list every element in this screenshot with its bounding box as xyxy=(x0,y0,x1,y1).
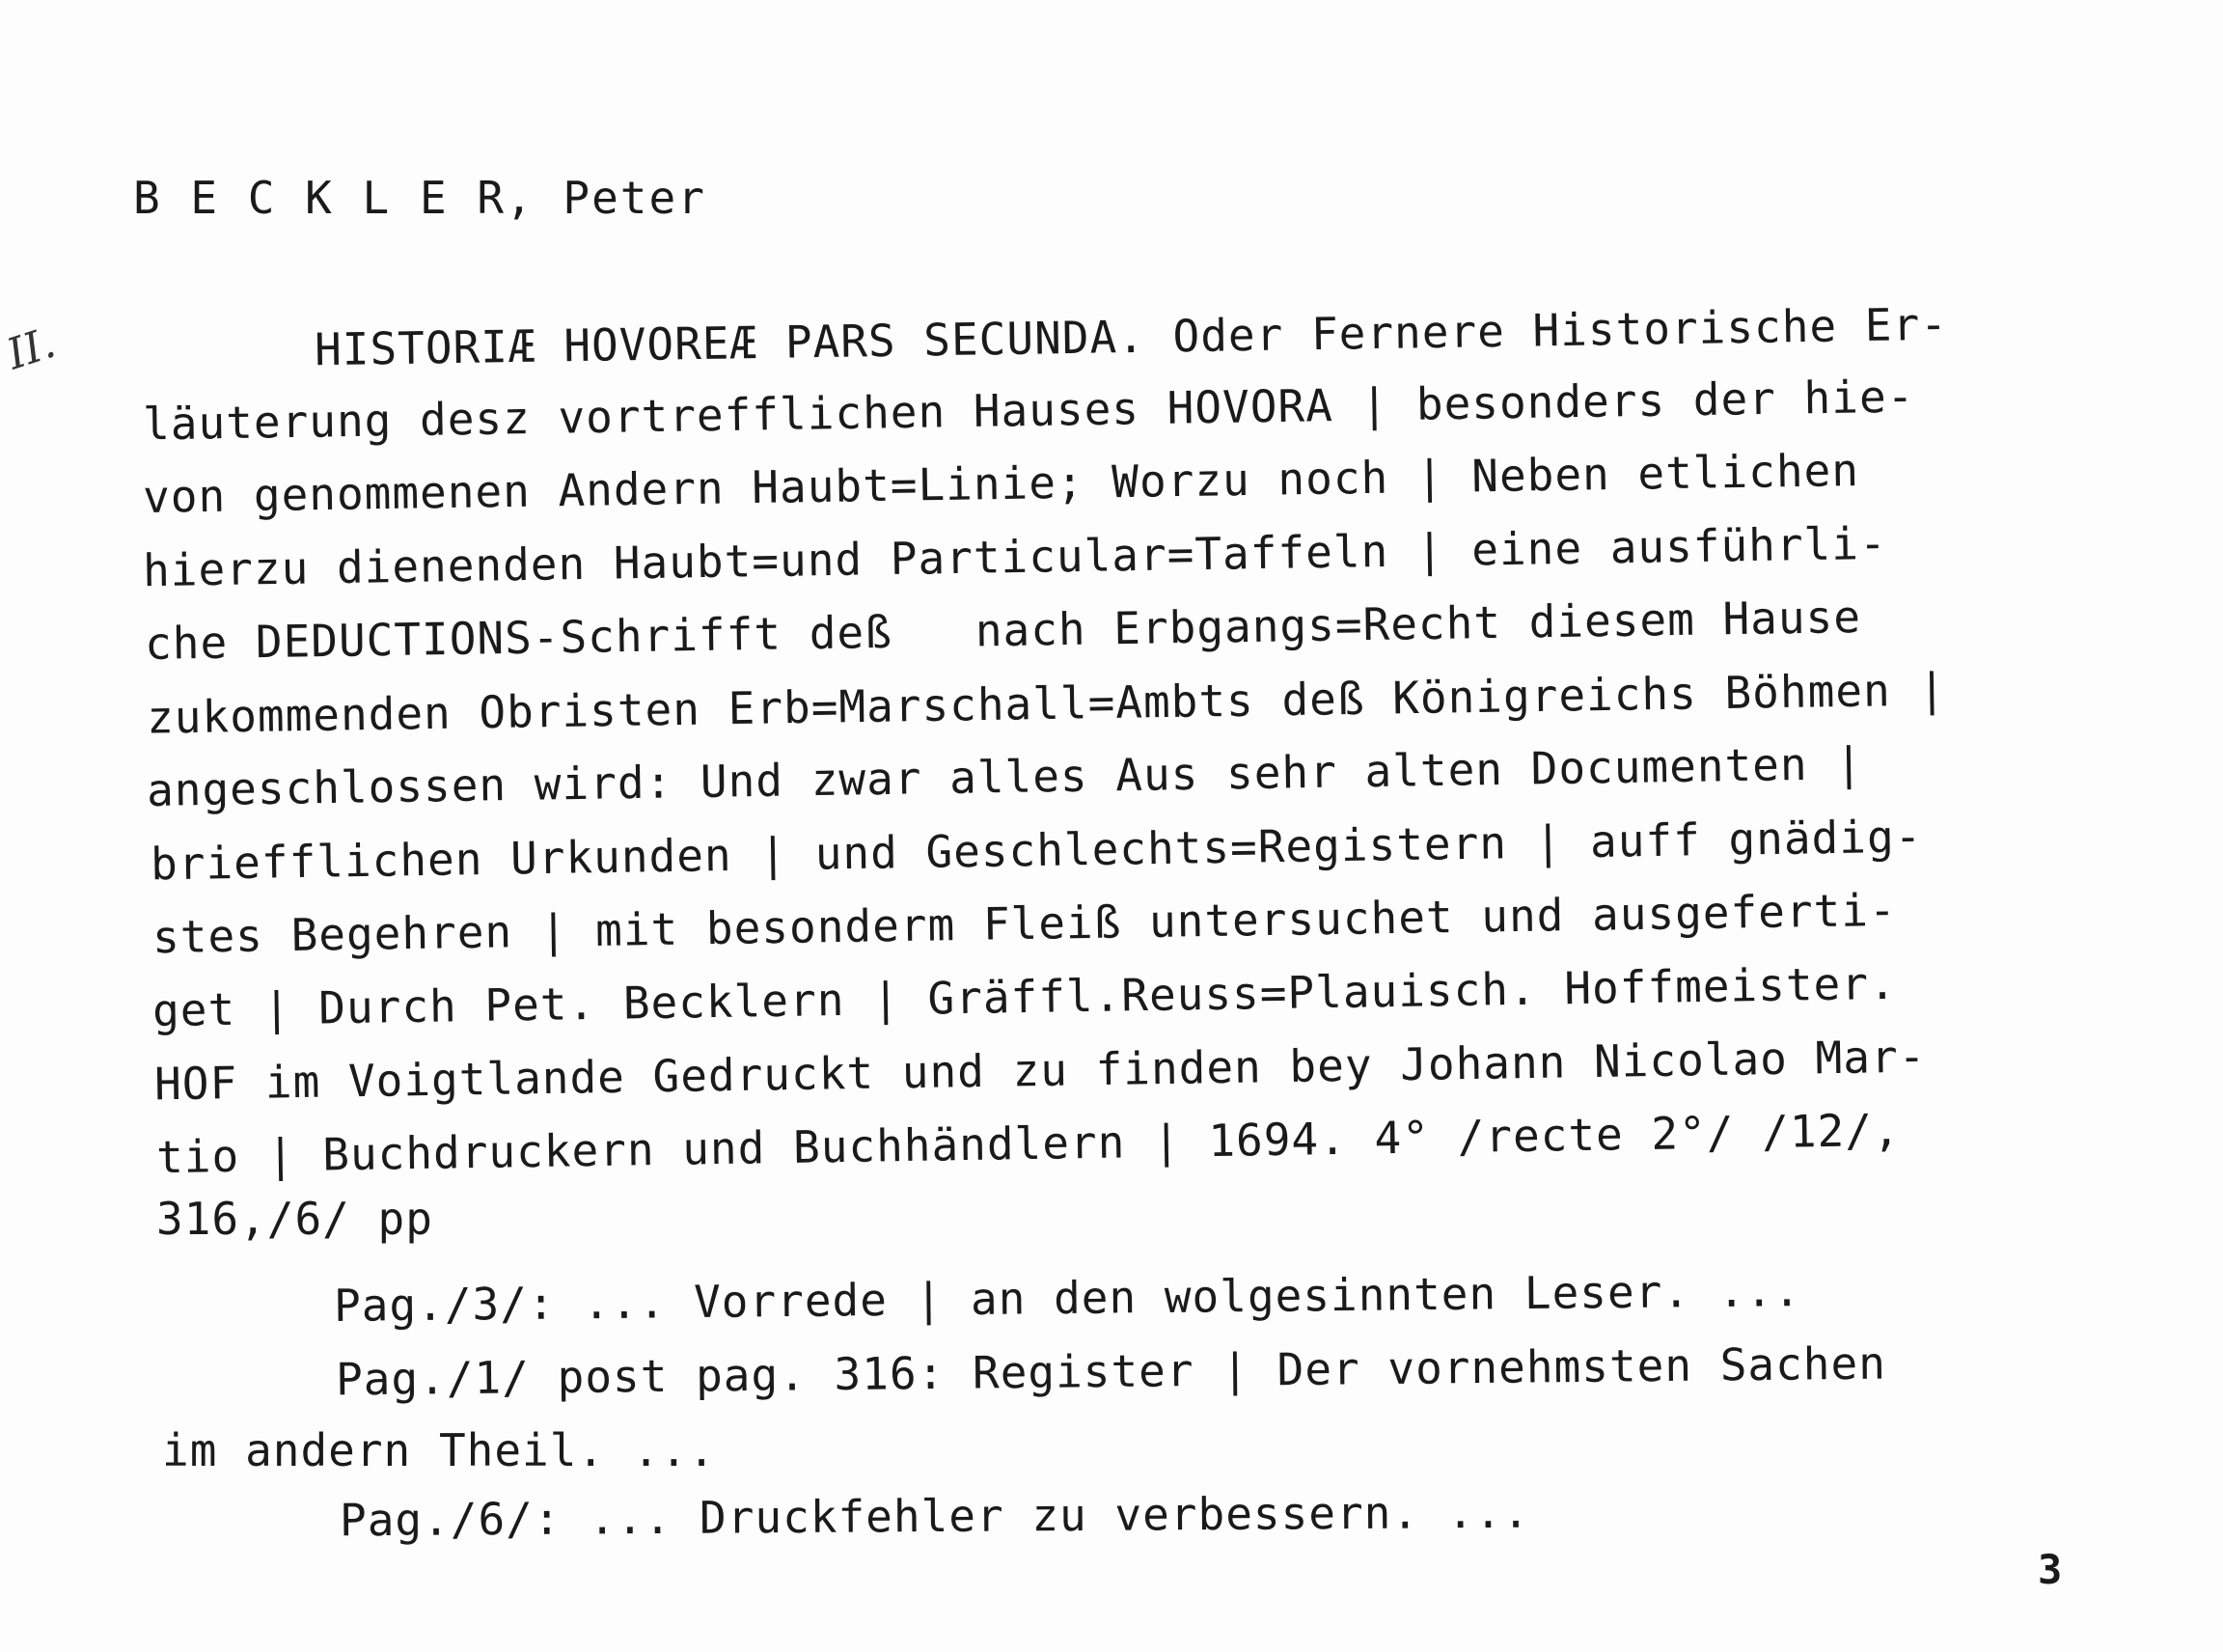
note-line: Pag./3/: ... Vorrede | an den wolgesinnten Leser. ... xyxy=(333,1264,1802,1332)
body-line: hierzu dienenden Haubt=und Particular=Taffeln | eine ausführli- xyxy=(142,516,1888,597)
body-line: angeschlossen wird: Und zwar alles Aus sehr alten Documenten | xyxy=(146,737,1864,816)
body-line: stes Begehren | mit besonderm Fleiß untersuchet und ausgeferti- xyxy=(151,883,1898,964)
page-number: 3 xyxy=(2038,1546,2063,1593)
body-line: 316,/6/ pp xyxy=(156,1193,433,1245)
body-line: HISTORIÆ HOVOREÆ PARS SECUNDA. Oder Fernere Historische Er- xyxy=(314,297,1949,376)
body-line: get | Durch Pet. Becklern | Gräffl.Reuss=Plauisch. Hoffmeister. xyxy=(151,956,1898,1037)
body-line: läuterung desz vortrefflichen Hauses HOVORA | besonders der hie- xyxy=(142,370,1915,451)
body-line: HOF im Voigtlande Gedruckt und zu finden bey Johann Nicolao Mar- xyxy=(153,1030,1927,1111)
body-line: zukommenden Obristen Erb=Marschall=Ambts deß Königreichs Böhmen | xyxy=(146,663,1947,744)
note-line: im andern Theil. ... xyxy=(162,1424,716,1476)
body-line: von genommenen Andern Haubt=Linie; Worzu noch | Neben etlichen xyxy=(142,444,1860,523)
note-line: Pag./6/: ... Druckfehler zu verbessern. ... xyxy=(339,1485,1531,1547)
note-line: Pag./1/ post pag. 316: Register | Der vornehmsten Sachen xyxy=(335,1336,1887,1406)
body-line: che DEDUCTIONS-Schrifft deß nach Erbgangs=Recht diesem Hause xyxy=(144,591,1862,670)
body-line: briefflichen Urkunden | und Geschlechts=Registern | auff gnädig- xyxy=(150,810,1923,891)
margin-annotation: II. xyxy=(1,317,62,380)
body-line: tio | Buchdruckern und Buchhändlern | 1694. 4° /recte 2°/ /12/, xyxy=(155,1103,1902,1184)
author-heading: B E C K L E R, Peter xyxy=(133,172,706,224)
